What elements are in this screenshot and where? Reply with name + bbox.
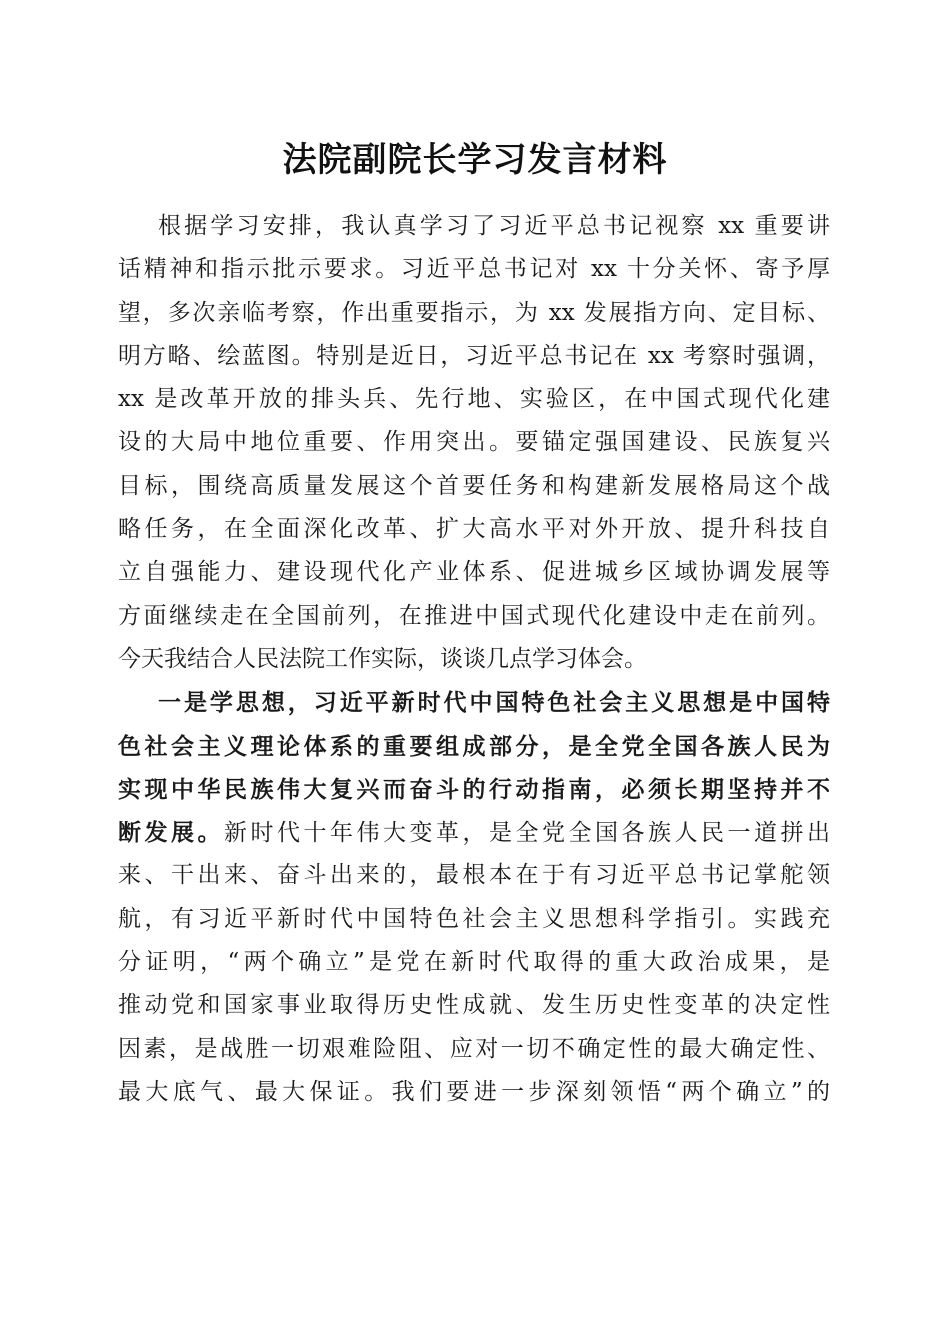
text-line-mixed: [118, 811, 830, 854]
text-span: 新时代十年伟大变革，是全党全国各族人民一道拼出: [224, 820, 830, 847]
text-line: 分证明，“两个确立”是党在新时代取得的重大政治成果，是: [118, 949, 830, 976]
text-line-bold: 一是学思想，习近平新时代中国特色社会主义思想是中国特: [158, 689, 830, 717]
document-body: [118, 205, 830, 1114]
text-line: 方面继续走在全国前列，在推进中国式现代化建设中走在前列。: [118, 602, 830, 629]
text-line: 航，有习近平新时代中国特色社会主义思想科学指引。实践充: [118, 905, 830, 932]
text-line: 明方略、绘蓝图。特别是近日，习近平总书记在 xx 考察时强调，: [118, 342, 830, 369]
text-line: 目标，围绕高质量发展这个首要任务和构建新发展格局这个战: [118, 472, 830, 499]
text-line: 今天我结合人民法院工作实际，谈谈几点学习体会。: [118, 645, 647, 672]
text-line: 来、干出来、奋斗出来的，最根本在于有习近平总书记掌舵领: [118, 862, 830, 889]
text-line: 因素，是战胜一切艰难险阻、应对一切不确定性的最大确定性、: [118, 1035, 830, 1062]
text-line: 略任务，在全面深化改革、扩大高水平对外开放、提升科技自: [118, 516, 830, 543]
text-line: 推动党和国家事业取得历史性成就、发生历史性变革的决定性: [118, 992, 830, 1019]
paragraph-study-thought: [118, 681, 830, 1114]
text-line: 立自强能力、建设现代化产业体系、促进城乡区域协调发展等: [118, 559, 830, 586]
text-line: 最大底气、最大保证。我们要进一步深刻领悟“两个确立”的: [118, 1078, 830, 1105]
paragraph-intro: [118, 205, 830, 681]
text-span-bold: 断发展。: [118, 819, 224, 847]
text-line: 望，多次亲临考察，作出重要指示，为 xx 发展指方向、定目标、: [118, 299, 830, 326]
text-line-bold: 色社会主义理论体系的重要组成部分，是全党全国各族人民为: [118, 732, 830, 760]
text-line: 话精神和指示批示要求。习近平总书记对 xx 十分关怀、寄予厚: [118, 256, 830, 283]
document-title: 法院副院长学习发言材料: [282, 140, 668, 180]
text-line: 根据学习安排，我认真学习了习近平总书记视察 xx 重要讲: [158, 213, 830, 239]
text-line: 设的大局中地位重要、作用突出。要锚定强国建设、民族复兴: [118, 429, 830, 456]
text-line: xx 是改革开放的排头兵、先行地、实验区，在中国式现代化建: [118, 386, 830, 413]
text-line-bold: 实现中华民族伟大复兴而奋斗的行动指南，必须长期坚持并不: [118, 775, 830, 803]
